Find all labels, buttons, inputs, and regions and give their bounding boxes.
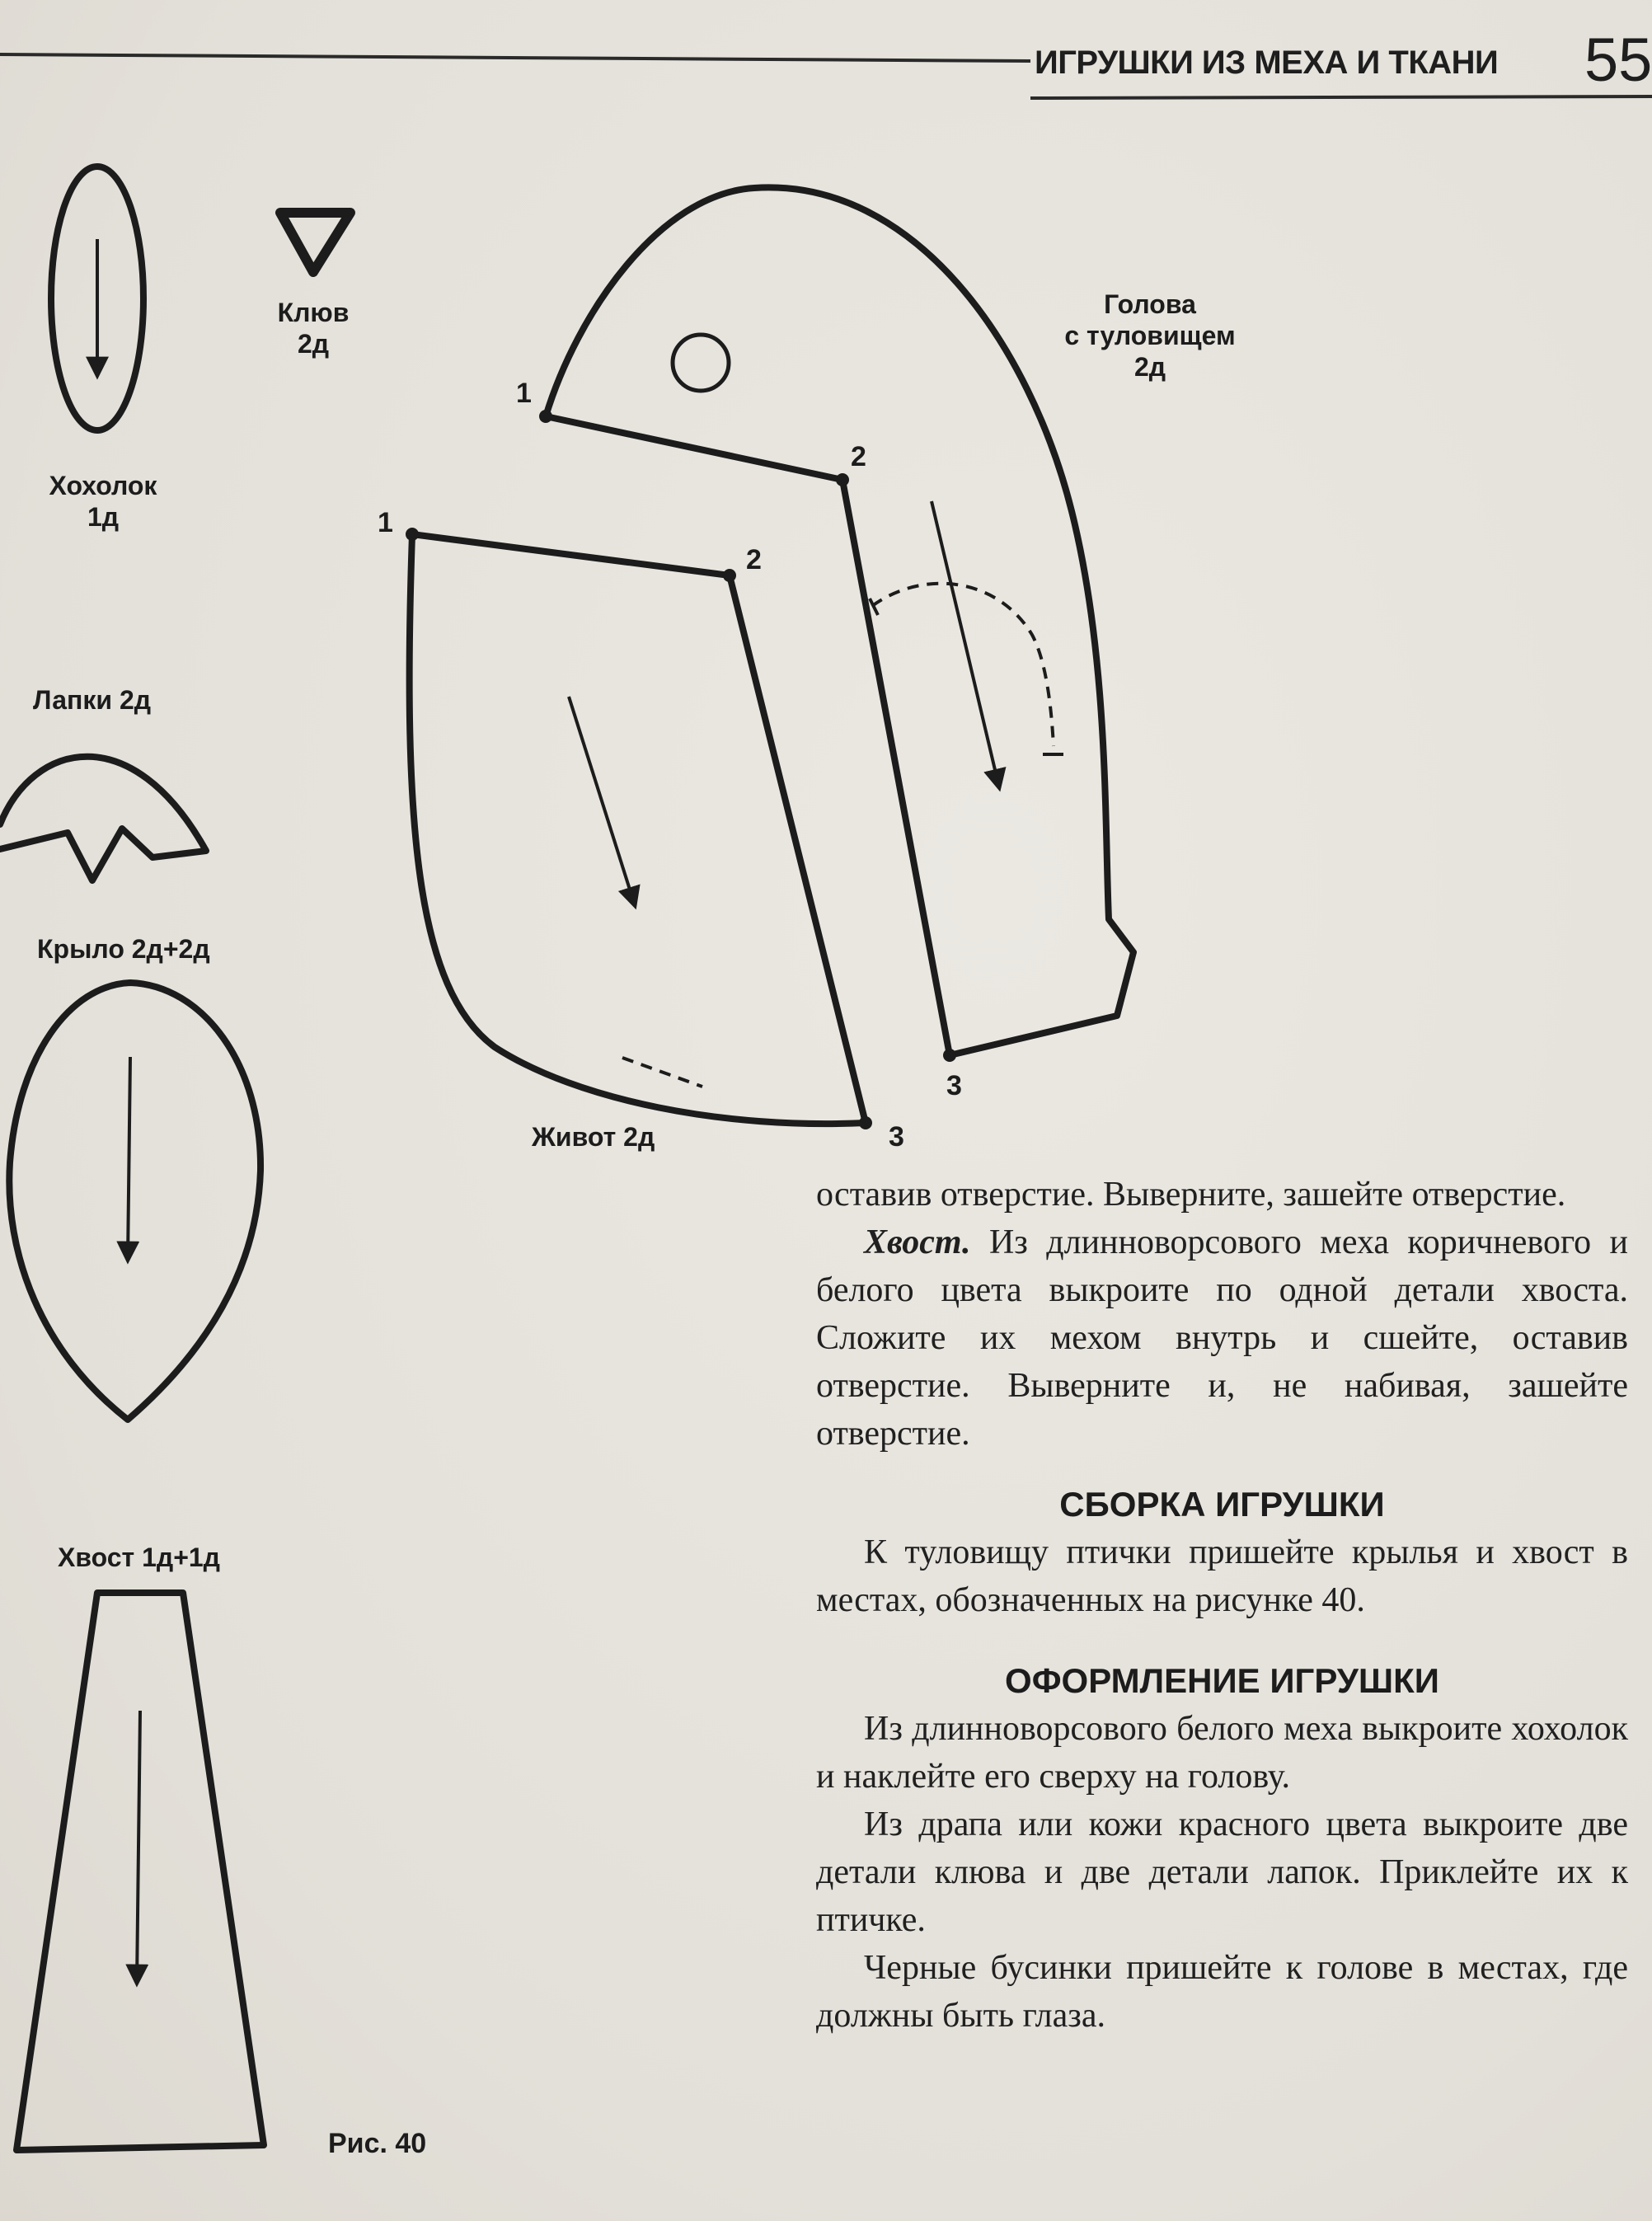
paragraph-eyes: Черные бусинки пришейте к голове в местах, где должны быть глаза. [816,1949,1628,2035]
tail-pattern [16,1593,264,2150]
crest-label-name: Хохолок [49,471,157,500]
paragraph-beak-feet: Из драпа или кожи красного цвета выкроите две детали клюва и две детали лапок. Приклейте их к птичке. [816,1805,1628,1939]
page-number: 55 [1584,26,1652,94]
wing-label: Крыло 2д+2д [37,934,210,964]
belly-seam-mark [622,1058,702,1087]
head-point-1-label: 1 [516,378,532,409]
head-body-label [1043,289,1257,383]
belly-point-3-label: 3 [889,1121,904,1153]
beak-label-name: Клюв [277,298,350,327]
paragraph-continuation: оставив отверстие. Выверните, зашейте отверстие. [816,1176,1566,1214]
head-label-line3: 2д [1133,352,1166,382]
beak-label [260,297,367,359]
beak-pattern [280,213,350,272]
body-text [816,1171,1628,2040]
crest-label [33,470,173,533]
paragraph-crest: Из длинноворсового белого меха выкроите хохолок и наклейте его сверху на голову. [816,1710,1628,1796]
paragraph-assembly: К туловищу птички пришейте крылья и хвост в местах, обозначенных на рисунке 40. [816,1533,1628,1619]
belly-label: Живот 2д [532,1122,655,1152]
head-grain-arrow [932,501,999,787]
running-title: ИГРУШКИ ИЗ МЕХА И ТКАНИ [1035,45,1499,81]
feet-label: Лапки 2д [33,685,152,715]
belly-pattern [410,534,866,1124]
figure-caption: Рис. 40 [328,2128,427,2159]
heading-decoration: ОФОРМЛЕНИЕ ИГРУШКИ [1005,1661,1439,1700]
belly-point-2 [723,569,736,582]
tail-grain-arrow [137,1711,140,1983]
head-label-line2: с туловищем [1064,321,1236,350]
paragraph-tail [816,1218,1628,1458]
heading-assembly: СБОРКА ИГРУШКИ [1059,1485,1385,1524]
eye-mark [673,335,729,391]
belly-point-2-label: 2 [746,544,762,575]
feet-pattern [0,757,206,880]
crest-label-count: 1д [87,502,120,532]
head-point-3 [943,1049,956,1062]
wing-grain-arrow [128,1057,130,1260]
head-point-2 [836,473,849,486]
belly-grain-arrow [569,697,635,905]
beak-label-count: 2д [297,329,330,359]
head-label-line1: Голова [1104,289,1196,319]
head-point-3-label: 3 [946,1070,962,1101]
tail-instructions: Из длинноворсового меха коричневого и белого цвета выкроите по одной детали хвоста. Сложите их мехом внутрь и сшейте, оставив отверстие. Выверните и, не набивая, зашейте отверстие. [816,1223,1628,1453]
head-point-1 [539,410,552,423]
tail-lead-word: Хвост. [864,1223,971,1261]
belly-point-1 [406,528,419,541]
wing-pattern [9,983,260,1420]
tail-label: Хвост 1д+1д [58,1542,220,1572]
belly-point-1-label: 1 [378,507,393,538]
head-point-2-label: 2 [851,441,866,472]
wing-placement-mark [872,584,1054,746]
belly-point-3 [859,1116,872,1129]
